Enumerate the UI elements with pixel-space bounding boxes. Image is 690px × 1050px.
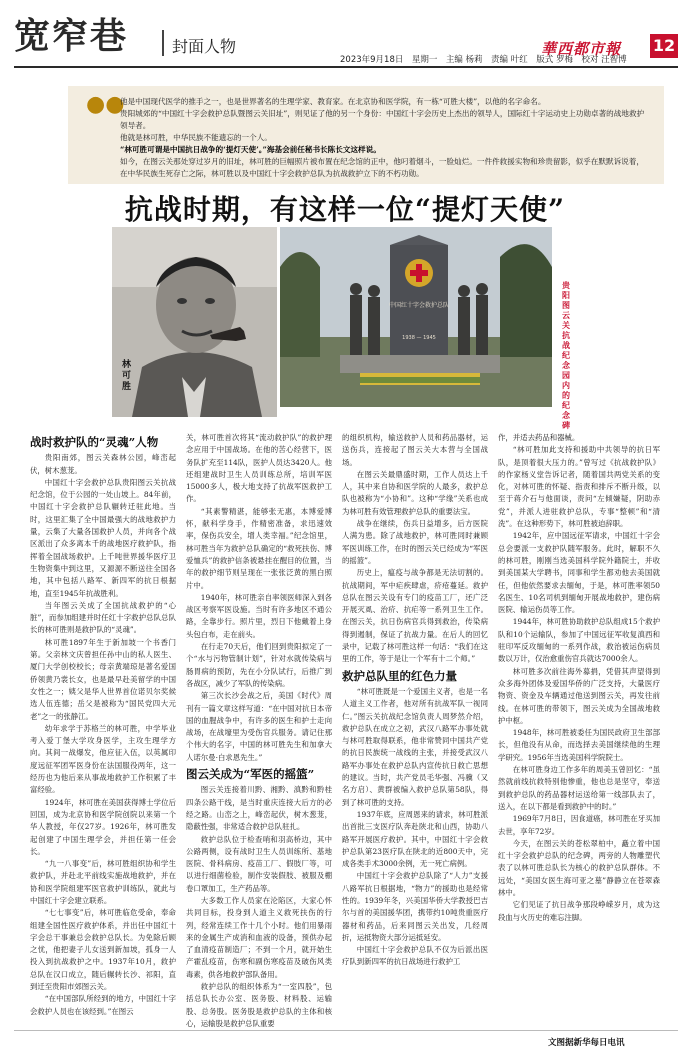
column-title: 宽窄巷 xyxy=(14,15,129,57)
paragraph: “在中国部队所经到的地方，中国红十字会救护人员也在该经到。”在图云 xyxy=(30,994,176,1016)
intro-line-5: 如今，在图云关那处穿过岁月的旧址，林可胜的巨幅照片被布置在纪念馆的正中，他叼着烟斗，一脸灿烂。一件件救援实物和珍贵留影，似乎在默默诉说着，在中华民族生死存亡之际，林可胜以及中国红十字会救护总队为抗战救护立下的不朽功勋。 xyxy=(120,157,644,178)
paragraph: 在林可胜身边工作多年的周美玉曾回忆：“虽然就前线抗救特别他惨重，他也总是坚守，奉送到救护总队的药品器材运送给第一线部队去了，送入，在以下都是看到救护中的时。” xyxy=(498,765,660,811)
monument-caption: 贵阳图云关抗战纪念园内的纪念碑 xyxy=(562,280,570,430)
paragraph: 图云关连接着川黔、湘黔、滇黔和黔桂四条公路干线，是当时重庆连接大后方的必经之路。山峦之上，峰峦起伏，树木葱茏，隐蔽性强，非常适合救护总队驻扎。 xyxy=(186,785,332,832)
paragraph: 1944年，林可胜协助救护总队组成15个救护队和10个运输队，参加了中国远征军收复滇西和驻印军反攻缅甸的一系列作战，救治被运伤病员数以万计，仅治愈重伤官兵就达7000余人。 xyxy=(498,617,660,664)
intro-line-1: 他是中国现代医学的推手之一，也是世界著名的生理学家、教育家。在北京协和医学院，有一栋“可胜大楼”，以他的名字命名。 xyxy=(120,97,546,106)
paragraph: 幼年求学于苏格兰的林可胜，中学毕业考入爱丁堡大学攻身医学，主攻生理学方向。其间一战爆发，他应征入伍，以英属印度远征军团军医身份在法国服役两年，这一经历也为他后来从事战地救护工作积累了丰富经验。 xyxy=(30,723,176,795)
header-rule xyxy=(14,66,678,68)
paragraph: 它们见证了抗日战争那段峥嵘岁月，成为这段血与火历史的难忘注脚。 xyxy=(498,900,660,922)
paragraph: “林可胜加此支持和援助中共领导的抗日军队，是顶着很大压力的。”曾写过《抗战救护队》的作家杨义堂告诉记者，随着国共两党关系的变化，对林可胜的怀疑、指责和排斥不断升级，以至于蒋介石与他面谈，责问“左倾嫌疑，阴助赤党”，并派人进驻救护总队，专事“整顿”和“清洗”。在这种形势下，林可胜被迫辞职。 xyxy=(498,445,660,529)
column-3 xyxy=(342,432,488,969)
intro-line-2: 贵阳城郊的“中国红十字会救护总队暨图云关旧址”，则见证了他的另一个身份：中国红十字会历史上杰出的领导人，国际红十字运动史上功勋卓著的战地救护领导者。 xyxy=(120,109,645,130)
portrait-caption: 林可胜 xyxy=(122,360,132,392)
issue-meta: 2023年9月18日 星期一 主编 杨莉 责编 叶红 版式 罗梅 校对 汪智博 xyxy=(340,55,627,65)
paragraph: 1940年，林可胜亲自率领医师深入到各战区考察军医设施。当时有许多地区不通公路，全靠步行。照片里，烈日下他戴着上身头包白布，走在前头。 xyxy=(186,592,332,639)
paragraph: 历史上，瘟疫与战争都是无法切割的。抗战期间，军中疟疾肆虐，疥疮蔓延。救护总队在图云关设有专门的疫苗工厂，还广泛开展灭虱、治疥、抗疟等一系列卫生工作。在图云关，抗日伤病官兵得到救治，传染病得到遏制，保证了抗战力量。在后人的回忆录中，记载了林可胜这样一句话：“我们在这里的工作，等于是让一个军有十二个师。” xyxy=(342,568,488,664)
intro-text xyxy=(120,96,650,180)
subhead-1: 战时救护队的“灵魂”人物 xyxy=(30,435,159,449)
monument-years: 1938 — 1945 xyxy=(402,335,436,341)
paragraph: 的组织机构，输送救护人员和药品器材，运送伤兵，连接起了图云关大本营与全国战场。 xyxy=(342,433,488,467)
monument-inscription: 中国红十字会救护总队 xyxy=(388,302,450,309)
subhead-2: 图云关成为“军医的摇篮” xyxy=(186,767,315,782)
paragraph: 1937年底，应周恩来的请求，林可胜派出首批三支医疗队奔赴陕北和山西，协助八路军开展医疗救护。其中，中国红十字会救护总队第23医疗队在陕北的近800天中，完成各类手术3000余例，无一死亡病例。 xyxy=(342,809,488,869)
paragraph: 1948年，林可胜被委任为国民政府卫生部部长，但他没有从命，而选择去美国继续他的生理学研究。1956年当选美国科学院院士。 xyxy=(498,728,660,762)
newspaper-logo: 華西都市報 xyxy=(541,40,622,58)
page-number: 12 xyxy=(650,34,678,58)
portrait-photo xyxy=(112,227,277,417)
paragraph: 今天，在图云关的苍松翠柏中，矗立着中国红十字会救护总队的纪念碑，两旁的人物雕塑代表了以林可胜总队长为核心的救护总队群体。不远处，“美国女医生海可亚之墓”静静立在苍翠森林中。 xyxy=(498,838,660,897)
paragraph: 林可胜多次前往海外募捐，凭借其声望得到众多海外团体及爱国华侨的广泛支持，大量医疗物资、资金及车辆通过他送到图云关，再发往前线。在林可胜的带领下，图云关成为全国战地救护中枢。 xyxy=(498,666,660,725)
paragraph: 第三次长沙会战之后，美国《时代》周刊有一篇文章这样写道：“在中国对抗日本帝国的血腥战争中，有许多的医生和护士走向战场，在战壕里为受伤官兵服务。请记住那个伟大的名字，中国的林可胜先生和加拿大人诺尔曼·白求恩先生。” xyxy=(186,691,332,762)
quote-icon: ●● xyxy=(86,92,125,117)
paragraph: 救护总队的组织体系为“一室四股”，包括总队长办公室、医务股、材料股、运输股、总务股。医务股是救护总队的主体和核心，运输股是救护总队重要 xyxy=(186,982,332,1028)
footer-rule xyxy=(14,1030,678,1031)
paragraph: 当年图云关成了全国抗战救护的“心脏”，而参加组建并时任红十字救护总队总队长的林可胜则是救护队的“灵魂”。 xyxy=(30,600,176,635)
paragraph: 中国红十字会救护总队除了“人力”支援八路军抗日根据地，“物力”的援助也是经常性的。1939年冬，兴美国华侨大学教授巴吉尔与首的美国援华团，携带约10吨贵重医疗器材和药品，后来同图云关出发，几经周折，运抵物资大部分运抵延安。 xyxy=(342,871,488,942)
paragraph: 1924年，林可胜在美国获得博士学位后回国，成为北京协和医学院创院以来第一个华人教授，年仅27岁。1926年，林可胜发起创建了中国生理学会，并担任第一任会长。 xyxy=(30,797,176,856)
section-name: 封面人物 xyxy=(172,37,237,56)
paragraph: “其素警精湛，能够张无惠，本博爱博怀，献科学身手，作精密准备，求迅速效率，保伤兵安全，增人类幸福。”纪念馆里，林可胜当年为救护总队确定的“救死扶伤、博爱恤兵”的救护信条被悬挂在醒目的位置，当年的救护细节则呈现在一张张泛黄的黑白照片中。 xyxy=(186,506,332,590)
paragraph: “林可胜既是一个爱国主义者，也是一名人道主义工作者，他对所有抗战军队一视同仁。”图云关抗战纪念馆负责人周梦然介绍，救护总队在成立之初，武汉八路军办事处就与林可胜取得联系，他非常赞同中国共产党的抗日民族统一战线的主张，并接受武汉八路军办事处在救护总队内宣传抗日救亡思想的建议。当时，共产党员毛华强、冯骥（又名方启）、黄群被编入救护总队第58队，得到了林可胜的支持。 xyxy=(342,686,488,807)
paragraph: 中国红十字会救护总队不仅为后派出医疗队到新四军的抗日战场进行救护工 xyxy=(342,945,488,967)
column-4 xyxy=(498,432,660,924)
paragraph: 中国红十字会救护总队贵阳图云关抗战纪念馆，位于公园的一处山坡上。84年前，中国红十字会救护总队辗转迁驻此地。当时，这里汇集了全中国最强大的战地救护力量，云集了大量各国救护人员，并向各个战区派出了众多离本千的战地医疗救护队，指挥着全国战场救护。上千吨世界援华医疗卫生物资集中到这里，又源源不断送往全国各地，其中包括八路军、新四军的抗日根据地，直至1945年抗战胜利。 xyxy=(30,477,176,598)
header-separator xyxy=(162,30,164,56)
paragraph: 关，林可胜首次将其“流动救护队”的救护理念应用于中国战场。在他的苦心经营下，医务队扩充至114队，医护人员达3420人。他还组建战时卫生人员训练总所，培训军医15000多人，极大地支持了抗战军医救护工作。 xyxy=(186,433,332,504)
source-credit: 文图据新华每日电讯 xyxy=(548,1038,625,1048)
paragraph: 林可胜1897年生于新加坡一个书香门第。父亲林文庆曾担任孙中山的私人医生、厦门大学创校校长；母亲黄端琼是著名爱国侨领黄乃裳长女，也是最早赴美留学的中国女性之一；姨父是华人世界首位诺贝尔奖候选人伍连德；岳父是被称为“国民党四大元老”之一的张静江。 xyxy=(30,637,176,721)
paragraph: “七七事变”后，林可胜临危受命，奉命组建全国性医疗救护体系，并出任中国红十字会总干事兼总会救护总队长。为免除后顾之忧，他把妻子儿女送到新加坡，孤身一人投入到抗战救护之中。1937年10月，救护总队在汉口成立，随后辗转长沙、祁阳，直到迁至贵阳市郊图云关。 xyxy=(30,908,176,992)
paragraph: 在行走70天后，他们回到贵阳拟定了一个“水与污物管制计划”，针对水就传染病与肠胃病的预防，先在小分队试行，后推广到各战区，减少了军队的传染病。 xyxy=(186,642,332,688)
paragraph: 贵阳南郊，图云关森林公园，峰峦起伏，树木葱茏。 xyxy=(30,453,176,475)
paragraph: 在图云关最鼎盛时期，工作人员达上千人，其中来自协和医学院的人最多，救护总队也被称为“小协和”。这种“学缘”关系也成为林可胜有效管理救护总队的重要法宝。 xyxy=(342,469,488,516)
paragraph: 救护总队位于检查哨和羽高桥边，其中公路两侧，设有战时卫生人员训练所、基地医院、骨科病房、疫苗工厂、假肢厂等，可以进行细菌检验，制作安装假肢、被服及棚卷口罩加工，生产药品等。 xyxy=(186,834,332,893)
paragraph: 战争在继续，伤兵日益增多，后方医院人满为患。除了战地救护，林可胜同时兼顾军医训练工作，在时的图云关已经成为“军医的摇篮”。 xyxy=(342,519,488,565)
column-1 xyxy=(30,432,176,1018)
paragraph: 大多数工作人员家在沦陷区，大家心怀共同目标，投身到人道主义救死扶伤的行列，经常连续工作十几个小时。他们用暴雨来的金属生产成消和血液的设备，预供办起了血清疫苗制造厂；不到一个月，就开始生产霍乱疫苗，伤寒和副伤寒疫苗及破伤风类毒素，供各地救护部队备用。 xyxy=(186,895,332,979)
intro-line-3: 他就是林可胜，中华民族不能遗忘的一个人。 xyxy=(120,133,272,142)
column-2 xyxy=(186,432,332,1030)
paragraph: 1969年7月8日，因食道癌，林可胜在牙买加去世，享年72岁。 xyxy=(498,814,660,836)
paragraph: “九一八事变”后，林可胜组织协和学生救护队，并赴北平前线实施战地救护，并在协和医学院组建军医官救护训练队，就此与中国红十字会建立联系。 xyxy=(30,859,176,905)
paragraph: 1942年，应中国远征军请求，中国红十字会总会要派一支救护队随军服务。此时，解职不久的林可胜，刚刚当选美国科学院外籍院士，并收到美国某大学聘书，同事和学生都劝他去美国就任，但他依然要求去缅甸，于是，林可胜率领50名医生、10名司机到缅甸开展战地救护，建伤病医院、输运伤员等工作。 xyxy=(498,531,660,615)
monument-photo xyxy=(280,227,552,407)
paragraph: 作，并适去药品和器械。 xyxy=(498,433,580,442)
subhead-3: 救护总队里的红色力量 xyxy=(342,668,457,683)
intro-line-4: “林可胜可谓是中国抗日战争的‘提灯天使’。”海基会前任秘书长陈长文这样说。 xyxy=(120,145,381,154)
headline: 抗战时期，有这样一位“提灯天使” xyxy=(124,193,566,226)
